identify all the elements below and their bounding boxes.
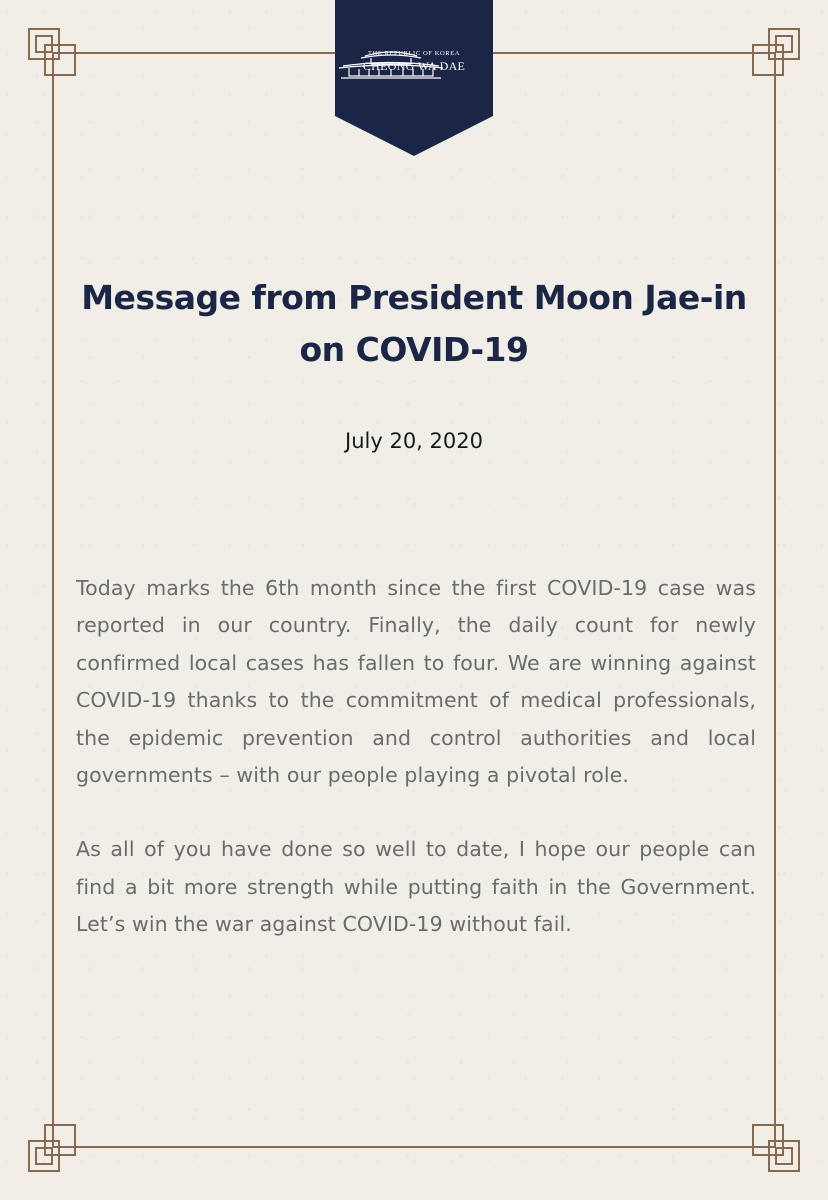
- document-title: Message from President Moon Jae-in on COVID-19: [81, 278, 747, 369]
- cheong-wa-dae-emblem: [335, 46, 493, 73]
- corner-ornament-icon: [28, 28, 76, 76]
- emblem-title: CHEONG WA DAE: [362, 59, 466, 73]
- palace-icon: [335, 46, 447, 80]
- corner-ornament-icon: [752, 28, 800, 76]
- corner-ornament-icon: [752, 1124, 800, 1172]
- message-body: [76, 570, 756, 981]
- corner-ornament-icon: [28, 1124, 76, 1172]
- header-banner: [335, 0, 493, 156]
- document-date: July 20, 2020: [345, 429, 483, 453]
- body-paragraph: As all of you have done so well to date, I hope our people can find a bit more strength while putting faith in the Government. Let’s win the war against COVID-19 without fail.: [76, 837, 756, 937]
- body-paragraph: Today marks the 6th month since the first COVID-19 case was reported in our country. Finally, the daily count for newly confirmed local cases has fallen to four. We are winning against COVID-19 thanks to the commitment of medical professionals, the epidemic prevention and control authorities and local governments – with our people playing a pivotal role.: [76, 576, 756, 788]
- emblem-subtitle: THE REPUBLIC OF KOREA: [367, 50, 461, 57]
